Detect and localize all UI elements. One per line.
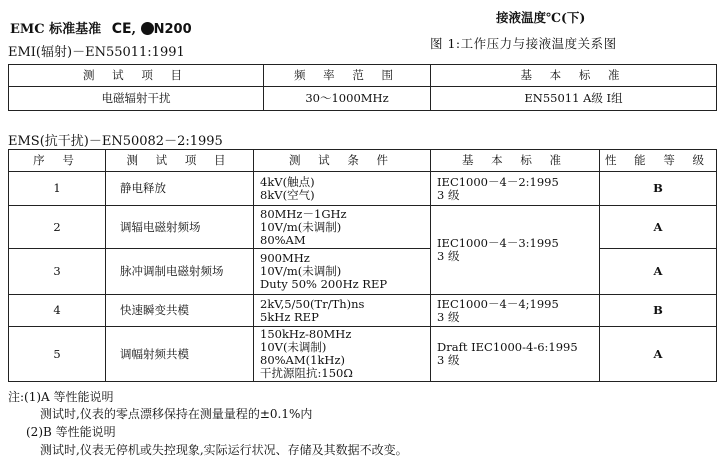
row-standard: Draft IEC1000-4-6:1995 3 级 [431, 327, 600, 382]
row-no: 1 [9, 172, 106, 206]
note-b-text: 测试时,仪表无停机或失控现象,实际运行状况、存储及其数据不改变。 [40, 443, 408, 457]
note-b-title: (2)B 等性能说明 [26, 425, 116, 439]
note-a-text: 测试时,仪表的零点漂移保持在测量量程的±0.1%内 [40, 407, 313, 421]
n200-mark: N200 [153, 22, 192, 37]
row-condition: 900MHz 10V/m(未调制) Duty 50% 200Hz REP [254, 249, 431, 295]
temp-axis-label: 接液温度℃(下) [496, 10, 586, 25]
emc-title: EMC 标准基准 CE, N200 [10, 21, 192, 37]
emi-header-row [9, 65, 717, 87]
emi-col-freq: 频 率 范 围 [264, 65, 431, 87]
row-grade: B [600, 295, 717, 327]
emi-standard: EN55011 A级 I组 [431, 87, 717, 111]
emi-row [9, 87, 717, 111]
cn-circle-icon [141, 22, 154, 35]
row-grade: B [600, 172, 717, 206]
ems-col-no: 序 号 [9, 150, 106, 172]
table-row [9, 327, 717, 382]
row-no: 4 [9, 295, 106, 327]
row-no: 5 [9, 327, 106, 382]
ems-col-condition: 测 试 条 件 [254, 150, 431, 172]
emi-table [8, 64, 717, 111]
ems-table [8, 149, 717, 382]
row-standard-shared: IEC1000－4－3:1995 3 级 [431, 206, 600, 295]
row-grade: A [600, 327, 717, 382]
row-item: 快速瞬变共模 [106, 295, 254, 327]
row-grade: A [600, 249, 717, 295]
row-condition: 80MHz－1GHz 10V/m(未调制) 80%AM [254, 206, 431, 249]
emi-item: 电磁辐射干扰 [9, 87, 264, 111]
ems-section-title: EMS(抗干扰)－EN50082－2:1995 [8, 134, 223, 149]
emi-section-title: EMI(辐射)－EN55011:1991 [8, 45, 185, 60]
ems-header-row [9, 150, 717, 172]
row-item: 脉冲调制电磁射频场 [106, 249, 254, 295]
row-condition: 150kHz-80MHz 10V(未调制) 80%AM(1kHz) 干扰源阻抗:150Ω [254, 327, 431, 382]
table-row [9, 172, 717, 206]
ems-col-standard: 基 本 标 准 [431, 150, 600, 172]
row-no: 2 [9, 206, 106, 249]
row-standard: IEC1000－4－2:1995 3 级 [431, 172, 600, 206]
row-item: 静电释放 [106, 172, 254, 206]
row-item: 调辐电磁射频场 [106, 206, 254, 249]
row-condition: 2kV,5/50(Tr/Th)ns 5kHz REP [254, 295, 431, 327]
figure-caption: 图 1:工作压力与接液温度关系图 [430, 36, 617, 51]
note-a-title: 注:(1)A 等性能说明 [8, 390, 114, 404]
emi-freq: 30～1000MHz [264, 87, 431, 111]
row-standard: IEC1000－4－4;1995 3 级 [431, 295, 600, 327]
emi-col-standard: 基 本 标 准 [431, 65, 717, 87]
ce-mark: CE [111, 21, 132, 37]
row-grade: A [600, 206, 717, 249]
table-row [9, 249, 717, 295]
row-item: 调幅射频共模 [106, 327, 254, 382]
table-row [9, 206, 717, 249]
table-row [9, 295, 717, 327]
ems-col-grade: 性 能 等 级 [600, 150, 717, 172]
emi-col-item: 测 试 项 目 [9, 65, 264, 87]
row-no: 3 [9, 249, 106, 295]
row-condition: 4kV(触点) 8kV(空气) [254, 172, 431, 206]
ems-col-item: 测 试 项 目 [106, 150, 254, 172]
